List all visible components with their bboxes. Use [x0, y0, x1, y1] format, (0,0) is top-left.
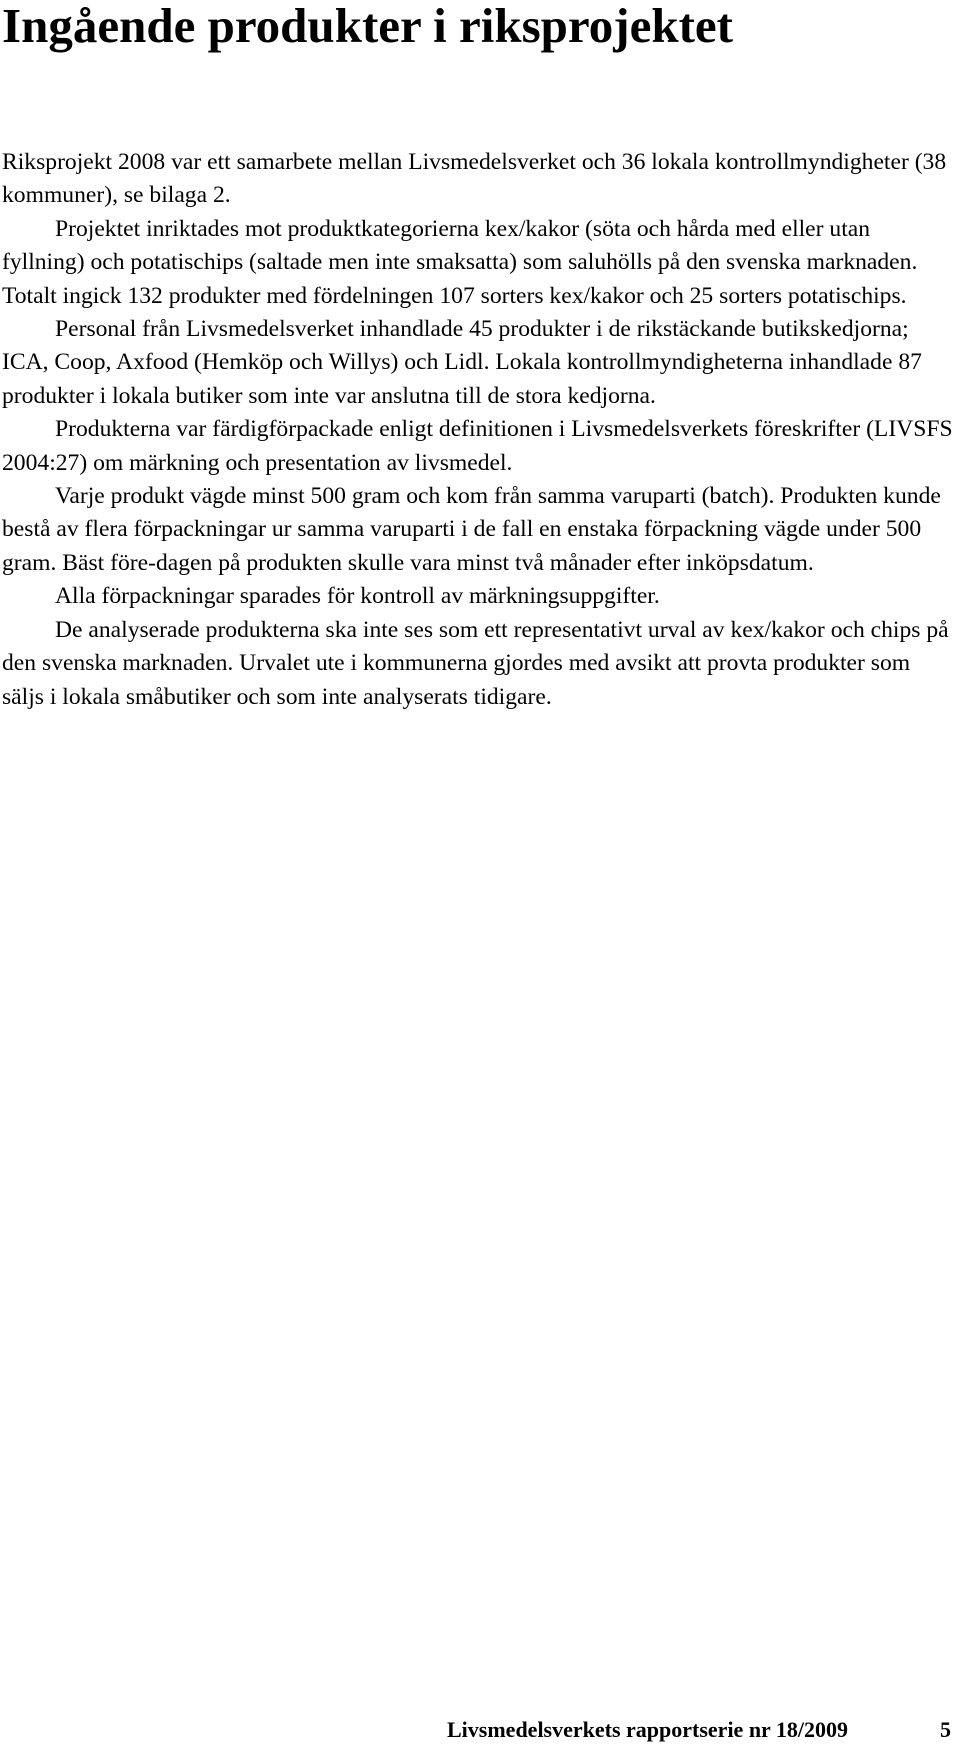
document-body [2, 146, 955, 714]
paragraph-packages-saved: Alla förpackningar sparades för kontroll av märkningsuppgifter. [55, 583, 660, 610]
paragraph-intro: Riksprojekt 2008 var ett samarbete mellan Livsmedelsverket och 36 lokala kontrollmyndigheter (38 kommuner), se bilaga 2. [2, 149, 947, 209]
report-series-footer: Livsmedelsverkets rapportserie nr 18/2009 [447, 1717, 849, 1742]
paragraph-representativeness: De analyserade produkterna ska inte ses som ett representativt urval av kex/kakor och chips på den svenska marknaden. Urvalet ute i kommunerna gjordes med avsikt att provta produkter som säljs i lokala småbutiker och som inte analyserats tidigare. [2, 616, 949, 710]
page-number: 5 [940, 1717, 951, 1742]
paragraph-packaging-definition: Produkterna var färdigförpackade enligt definitionen i Livsmedelsverkets föreskrifter (LIVSFS 2004:27) om märkning och presentation av livsmedel. [2, 416, 953, 476]
paragraph-purchasing: Personal från Livsmedelsverket inhandlade 45 produkter i de rikstäckande butikskedjorna; ICA, Coop, Axfood (Hemköp och Willys) och Lidl. Lokala kontrollmyndigheterna inhandlade 87 produkter i lokala butiker som inte var anslutna till de stora kedjorna. [2, 316, 922, 409]
paragraph-product-weight: Varje produkt vägde minst 500 gram och kom från samma varuparti (batch). Produkten kunde bestå av flera förpackningar ur samma varuparti i de fall en enstaka förpackning vägde under 500 gram. Bäst före-dagen på produkten skulle vara minst två månader efter inköpsdatum. [2, 483, 941, 576]
page-title: Ingående produkter i riksprojektet [2, 0, 733, 53]
paragraph-product-categories: Projektet inriktades mot produktkategorierna kex/kakor (söta och hårda med eller utan fyllning) och potatischips (saltade men inte smaksatta) som saluhölls på den svenska marknaden. Totalt ingick 132 produkter med fördelningen 107 sorters kex/kakor och 25 sorters potatischips. [2, 215, 918, 309]
